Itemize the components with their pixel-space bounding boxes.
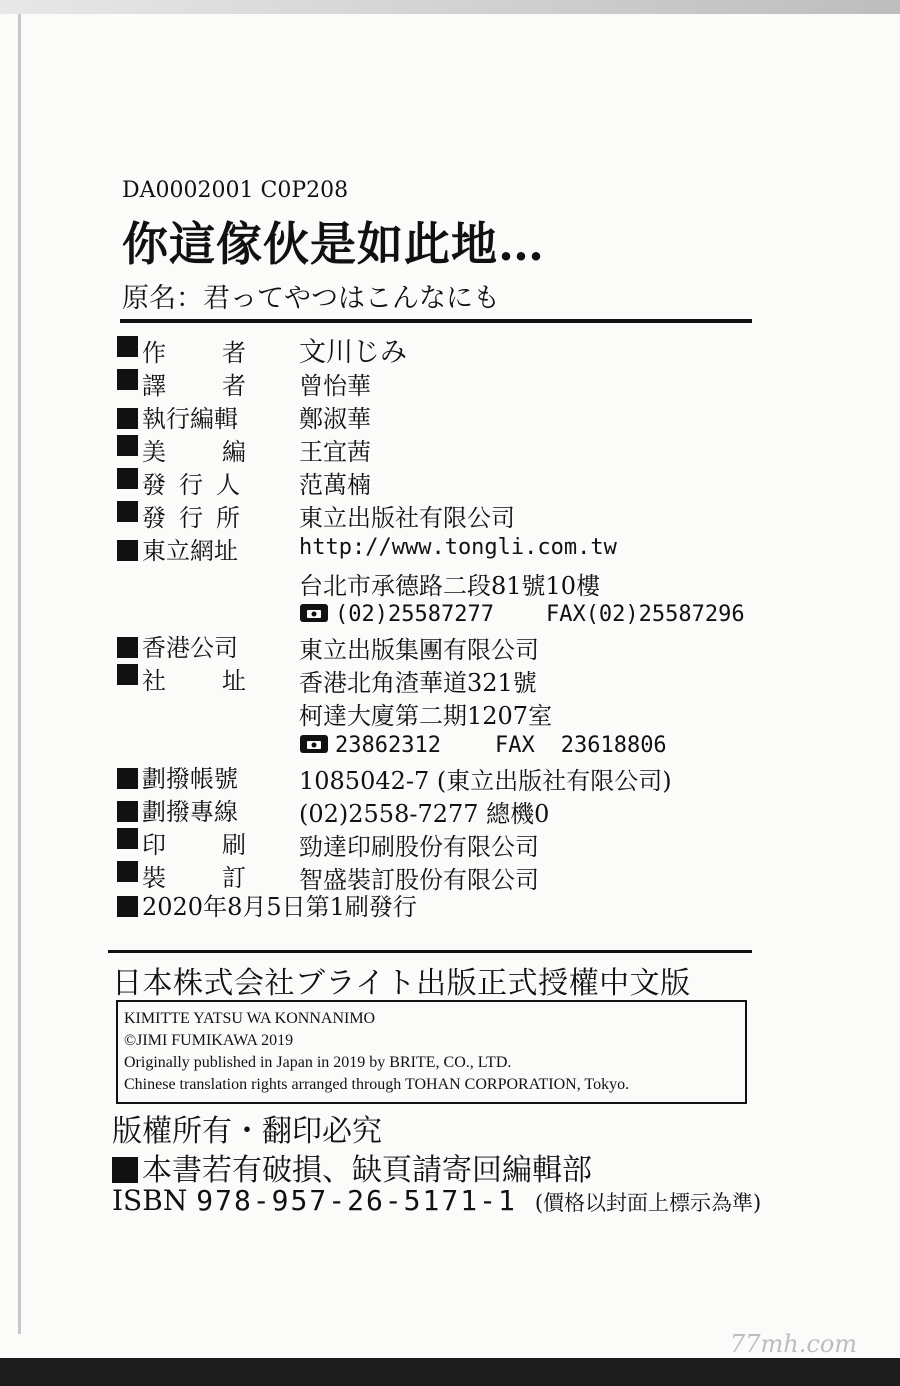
hk-address-label: 社 址: [117, 661, 246, 696]
license-divider: [108, 950, 752, 953]
designer-value: 王宜茜: [299, 438, 371, 466]
rights-reserved: 版權所有・翻印必究: [112, 1114, 382, 1149]
isbn-label: ISBN: [112, 1184, 188, 1217]
scan-top-edge: [0, 0, 900, 14]
bullet-square-icon: [117, 664, 138, 685]
website-label: 東立網址: [117, 531, 238, 566]
designer-label: 美 編: [117, 432, 246, 467]
title-divider: [120, 319, 752, 323]
damage-notice: 本書若有破損、缺頁請寄回編輯部: [112, 1145, 592, 1189]
author-label: 作 者: [117, 333, 246, 368]
editor-value: 鄭淑華: [299, 405, 371, 433]
hotline-label: 劃撥專線: [117, 792, 238, 827]
hotline-value: (02)2558-7277 總機0: [299, 800, 550, 828]
isbn-number: 978-957-26-5171-1: [196, 1184, 517, 1217]
original-title: 原名：君ってやつはこんなにも: [122, 283, 500, 314]
copyright-line-2: ©JIMI FUMIKAWA 2019: [124, 1032, 294, 1049]
printer-label: 印 刷: [117, 825, 246, 860]
hk-company-value: 東立出版集團有限公司: [299, 636, 539, 664]
printer-value: 勁達印刷股份有限公司: [299, 833, 539, 861]
hk-phone-fax-line: [299, 730, 667, 758]
bullet-square-icon: [117, 435, 138, 456]
bullet-square-icon: [117, 501, 138, 522]
publishing-house-value: 東立出版社有限公司: [299, 504, 515, 532]
publisher-label: 發 行 人: [117, 465, 240, 500]
copyright-line-3: Originally published in Japan in 2019 by BRITE, CO., LTD.: [124, 1054, 512, 1071]
binding-label: 裝 訂: [117, 858, 246, 893]
book-title: 你這傢伙是如此地…: [122, 217, 545, 271]
license-statement: 日本株式会社ブライト出版正式授權中文版: [112, 966, 691, 1001]
bullet-square-icon: [117, 828, 138, 849]
bullet-square-icon: [117, 637, 138, 658]
hk-fax-label: FAX: [494, 733, 535, 758]
hk-address-line-2: 柯達大廈第二期1207室: [299, 702, 553, 730]
site-watermark: 77mh.com: [730, 1330, 858, 1358]
scan-left-edge: [18, 14, 21, 1334]
hk-company-label: 香港公司: [117, 628, 238, 663]
bullet-square-icon: [117, 369, 138, 390]
publisher-value: 范萬楠: [299, 471, 371, 499]
release-date: 2020年8月5日第1刷發行: [117, 887, 417, 922]
author-value: 文川じみ: [299, 337, 407, 368]
bullet-square-icon: [117, 801, 138, 822]
copyright-box: [116, 1000, 747, 1104]
translator-label: 譯 者: [117, 366, 246, 401]
isbn-line: [112, 1184, 761, 1217]
translator-value: 曾怡華: [299, 372, 371, 400]
price-note: (價格以封面上標示為準): [534, 1191, 762, 1215]
hk-fax-number: 23618806: [560, 733, 667, 758]
phone-number: (02)25587277: [335, 602, 494, 627]
address-value: 台北市承德路二段81號10樓: [299, 572, 601, 600]
bullet-square-icon: [117, 540, 138, 561]
product-code: DA0002001 C0P208: [122, 178, 349, 203]
bullet-square-icon: [117, 768, 138, 789]
phone-fax-line: [299, 599, 745, 627]
bullet-square-icon: [117, 861, 138, 882]
account-label: 劃撥帳號: [117, 759, 238, 794]
bullet-square-icon: [112, 1157, 138, 1183]
account-value: 1085042-7 (東立出版社有限公司): [299, 767, 672, 795]
bullet-square-icon: [117, 468, 138, 489]
fax-number: FAX(02)25587296: [545, 602, 745, 627]
hk-phone-number: 23862312: [335, 733, 441, 758]
copyright-line-1: KIMITTE YATSU WA KONNANIMO: [124, 1010, 376, 1027]
editor-label: 執行編輯: [117, 399, 238, 434]
bullet-square-icon: [117, 896, 138, 917]
website-value[interactable]: http://www.tongli.com.tw: [299, 535, 617, 560]
telephone-icon: [299, 734, 329, 754]
scan-bottom-edge: [0, 1358, 900, 1386]
copyright-line-4: Chinese translation rights arranged through TOHAN CORPORATION, Tokyo.: [124, 1076, 630, 1093]
binder-value: 智盛裝訂股份有限公司: [299, 866, 539, 894]
telephone-icon: [299, 603, 329, 623]
bullet-square-icon: [117, 336, 138, 357]
bullet-square-icon: [117, 408, 138, 429]
hk-address-line-1: 香港北角渣華道321號: [299, 669, 537, 697]
publishing-house-label: 發 行 所: [117, 498, 240, 533]
